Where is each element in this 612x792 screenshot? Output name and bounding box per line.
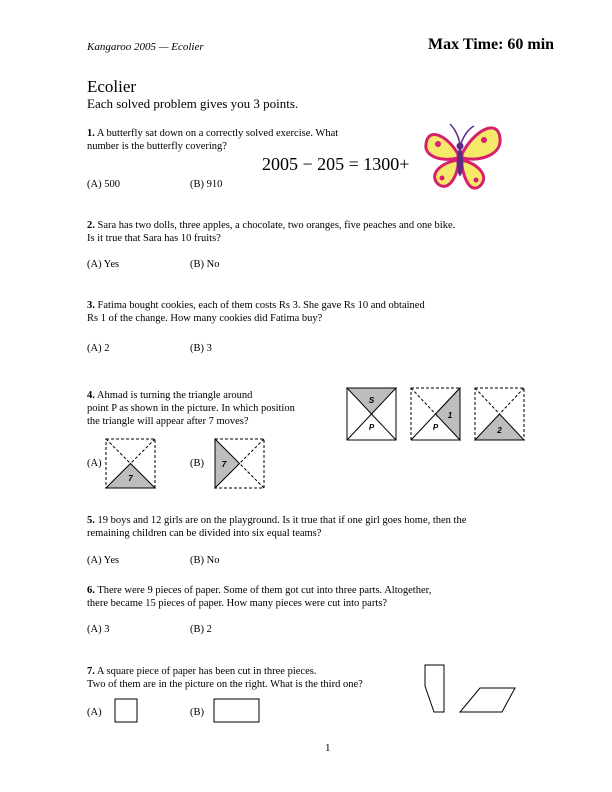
figure-label: S <box>368 396 375 405</box>
question-number: 4. <box>87 390 95 401</box>
option-a-figure <box>105 438 157 490</box>
question-7 <box>87 665 363 691</box>
question-text-line: Sara has two dolls, three apples, a chocolate, two oranges, five peaches and one bike. <box>97 220 456 231</box>
question-text-line: Ahmad is turning the triangle around <box>96 390 253 401</box>
question-text-line: A butterfly sat down on a correctly solved exercise. What <box>96 128 339 139</box>
question-text-line: remaining children can be divided into six equal teams? <box>87 528 322 539</box>
figure-label: 1 <box>447 411 453 420</box>
question-number: 5. <box>87 515 95 526</box>
question-text-line: the triangle will appear after 7 moves? <box>87 416 249 427</box>
rotation-figure <box>346 387 526 443</box>
option-a: (A) <box>87 458 102 469</box>
paper-piece <box>460 688 515 712</box>
question-5 <box>87 514 466 540</box>
question-number: 3. <box>87 300 95 311</box>
figure-label: P <box>432 423 439 432</box>
page-number: 1 <box>325 742 331 754</box>
question-text-line: Is it true that Sara has 10 fruits? <box>87 233 221 244</box>
equation: 2005 − 205 = 1300+ <box>262 154 410 174</box>
question-number: 6. <box>87 585 95 596</box>
question-1 <box>87 127 338 153</box>
question-text-line: 19 boys and 12 girls are on the playground. Is it true that if one girl goes home, then the <box>97 515 467 526</box>
option-b-figure <box>214 438 266 490</box>
option-a: (A) 500 <box>87 179 120 190</box>
option-a: (A) <box>87 707 102 718</box>
question-text-line: Two of them are in the picture on the right. What is the third one? <box>87 679 363 690</box>
question-2 <box>87 219 455 245</box>
square-position-0 <box>347 388 396 440</box>
question-text-line: Fatima bought cookies, each of them costs Rs 3. She gave Rs 10 and obtained <box>97 300 425 311</box>
square-position-1 <box>411 388 460 440</box>
square-position-2 <box>475 388 524 440</box>
option-a: (A) Yes <box>87 259 120 270</box>
butterfly-icon <box>418 116 504 196</box>
option-figure-label: 7 <box>221 460 227 469</box>
question-text-line: A square piece of paper has been cut in three pieces. <box>96 666 317 677</box>
option-b: (B) No <box>190 555 220 566</box>
option-b: (B) No <box>190 259 220 270</box>
option-b: (B) 3 <box>190 343 212 354</box>
question-number: 7. <box>87 666 95 677</box>
option-b: (B) 910 <box>190 179 223 190</box>
question-text-line: There were 9 pieces of paper. Some of them got cut into three parts. Altogether, <box>97 585 432 596</box>
option-a: (A) 3 <box>87 624 110 635</box>
option-b: (B) <box>190 707 204 718</box>
paper-pieces-figure <box>424 664 524 716</box>
option-b-figure <box>213 698 260 724</box>
question-text-line: Rs 1 of the change. How many cookies did Fatima buy? <box>87 313 323 324</box>
figure-label: P <box>368 423 375 432</box>
option-a: (A) Yes <box>87 555 120 566</box>
question-text-line: there became 15 pieces of paper. How many pieces were cut into parts? <box>87 598 387 609</box>
header-right: Max Time: 60 min <box>428 36 555 53</box>
figure-label: 2 <box>497 426 502 435</box>
option-b: (B) 2 <box>190 624 212 635</box>
question-3 <box>87 299 425 325</box>
option-figure-label: 7 <box>128 474 133 483</box>
option-b: (B) <box>190 458 204 469</box>
question-number: 1. <box>87 128 95 139</box>
question-text-line: point P as shown in the picture. In which position <box>87 403 295 414</box>
header-left: Kangaroo 2005 — Ecolier <box>87 41 204 53</box>
option-a: (A) 2 <box>87 343 110 354</box>
page-title: Ecolier <box>87 77 137 96</box>
question-4 <box>87 389 295 428</box>
question-number: 2. <box>87 220 95 231</box>
question-text-line: number is the butterfly covering? <box>87 141 227 152</box>
page-subtitle: Each solved problem gives you 3 points. <box>87 96 299 111</box>
option-a-figure <box>114 698 138 724</box>
question-6 <box>87 584 431 610</box>
paper-piece <box>425 665 444 712</box>
